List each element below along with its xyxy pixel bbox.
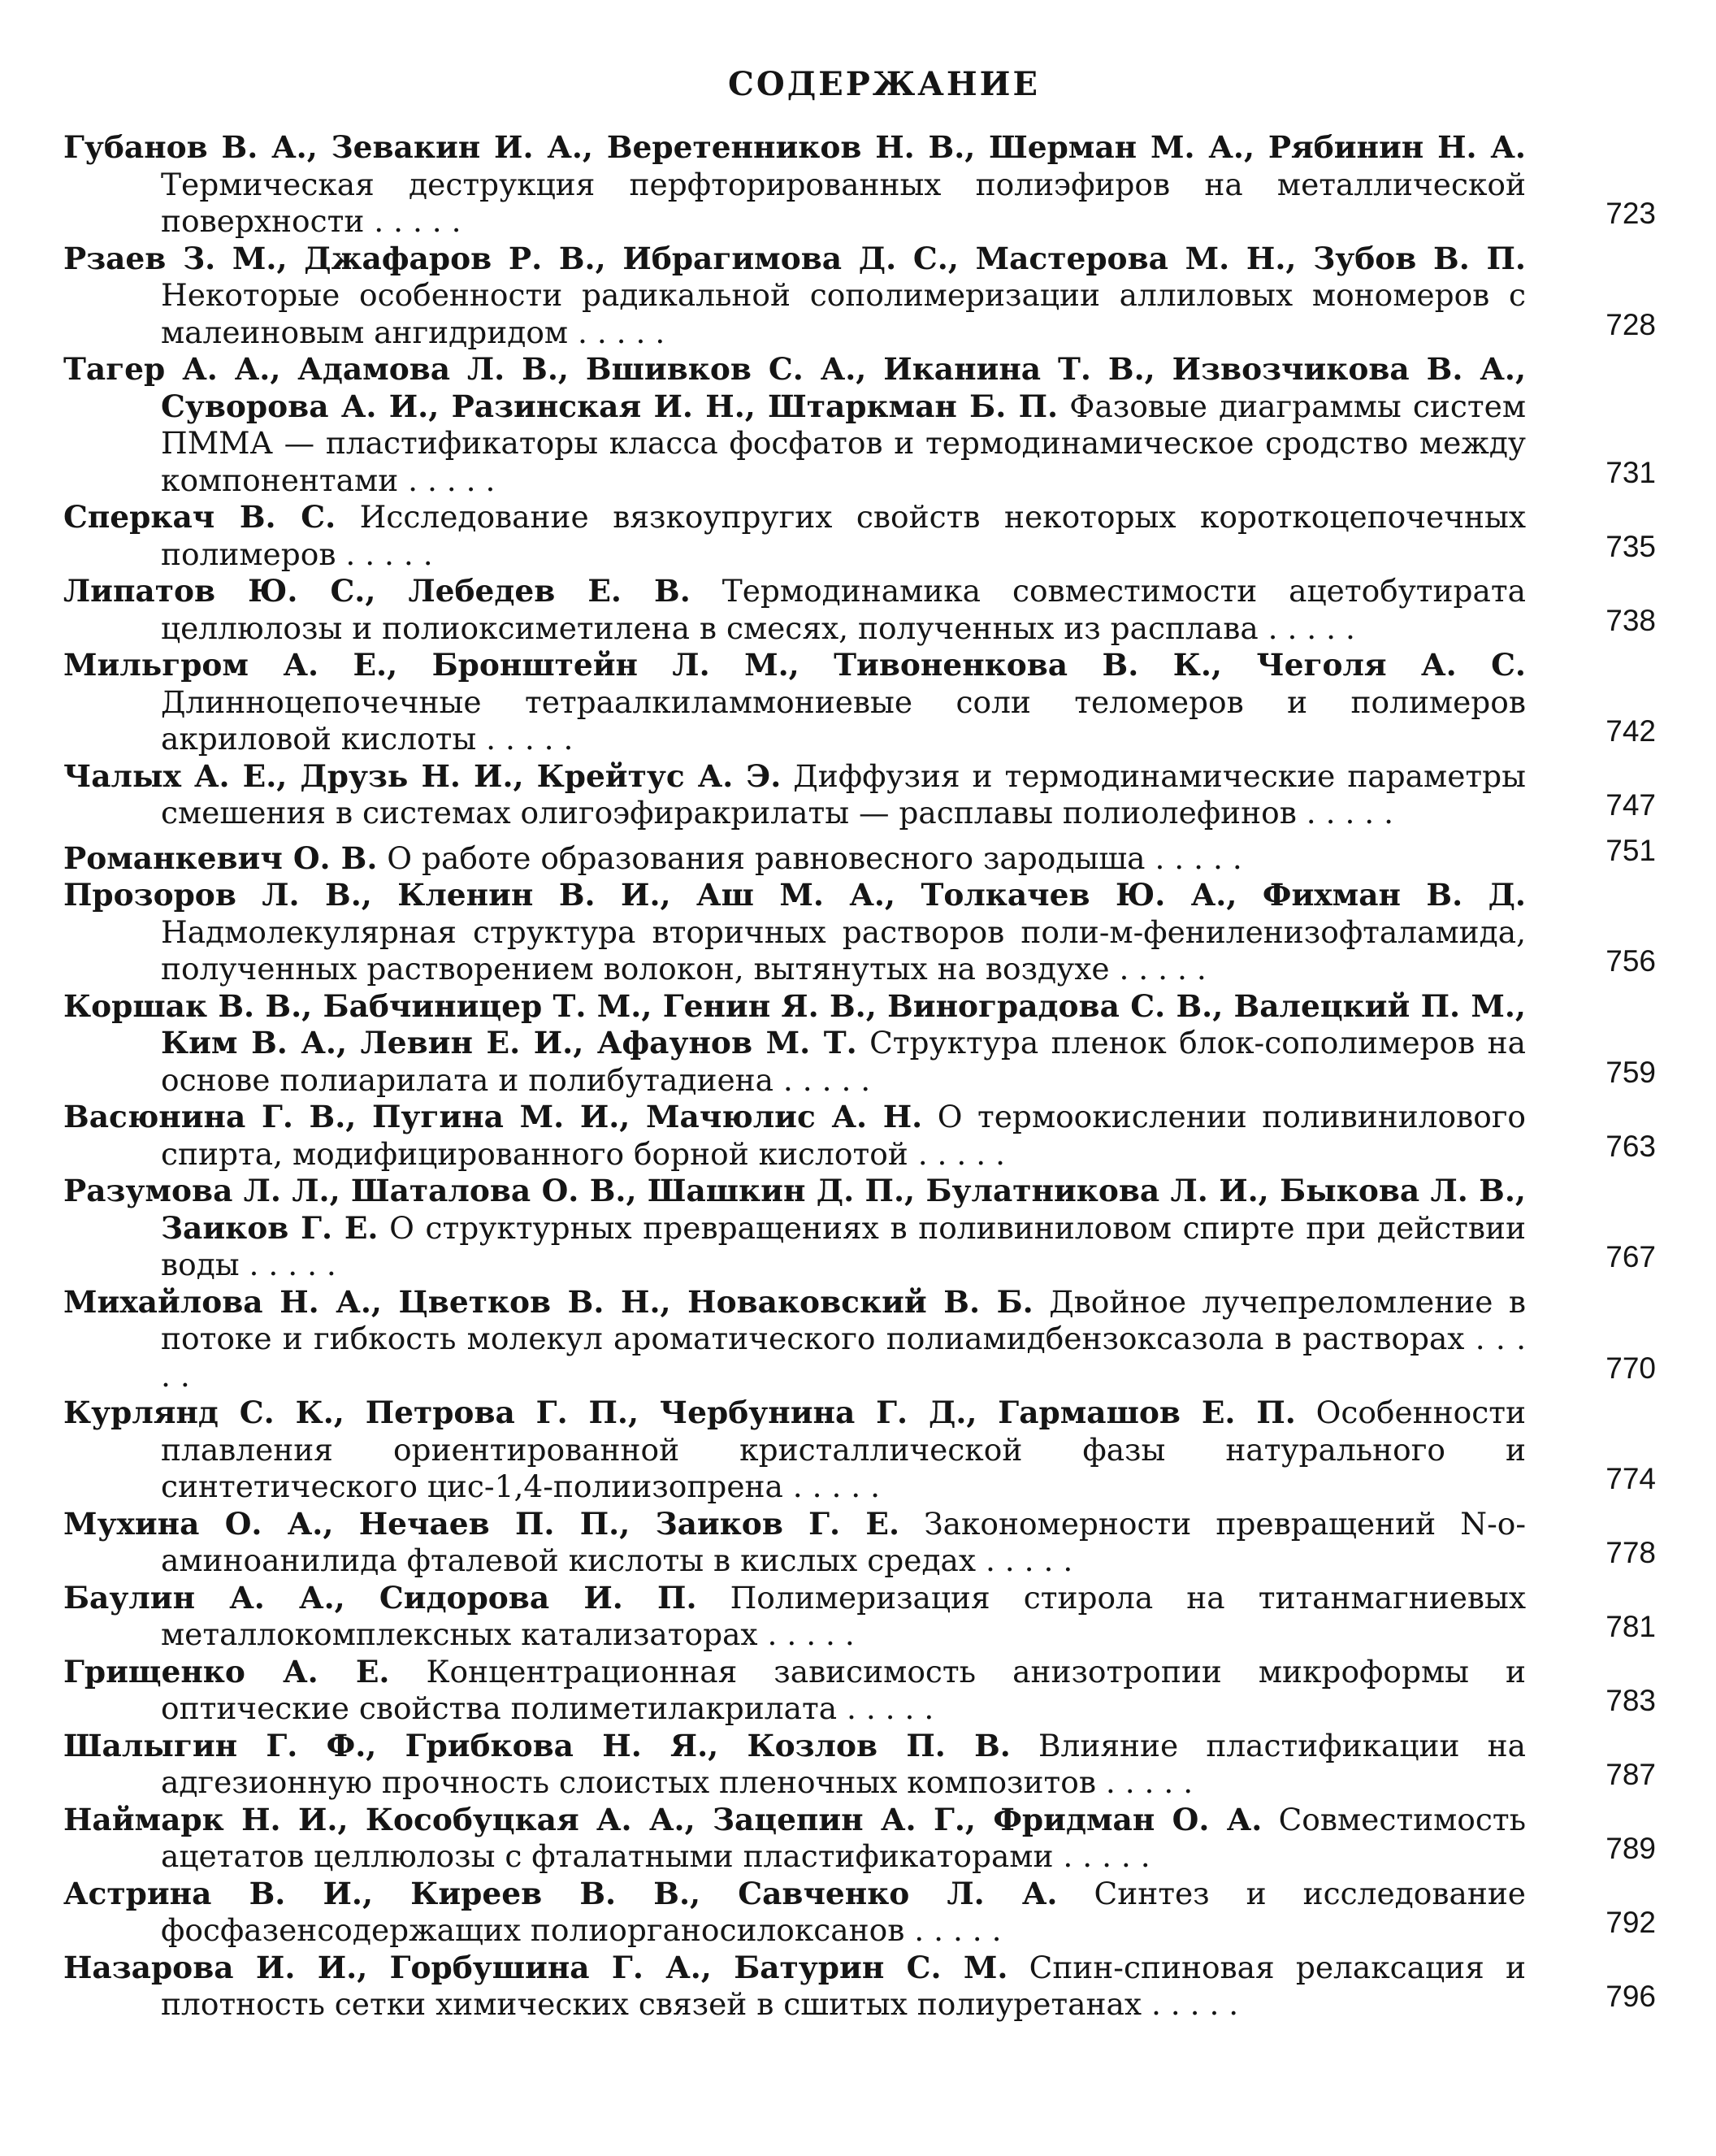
toc-entry-text — [63, 647, 1526, 758]
toc-entry-page: 735 — [1606, 529, 1656, 563]
toc-entry-authors: Мильгром А. Е., Бронштейн Л. М., Тивоненкова В. К., Чеголя А. С. — [63, 647, 1526, 683]
page-title: СОДЕРЖАНИЕ — [728, 65, 1040, 103]
toc-entry-authors: Коршак В. В., Бабчиницер Т. М., Генин Я. В., Виноградова С. В., Валецкий П. М., Ким В. А., Левин Е. И., Афаунов М. Т. — [63, 987, 1526, 1061]
toc-entry-title: Закономерности превращений N-o-аминоанилида фталевой кислоты в кислых средах — [161, 1505, 1526, 1578]
toc-entry-title: О термоокислении поливинилового спирта, модифицированного борной кислотой — [161, 1099, 1526, 1172]
toc-entry-text — [63, 1728, 1526, 1802]
toc-entry-text — [63, 877, 1526, 988]
toc-entry — [63, 1284, 1656, 1395]
leader-dots: . . . . . — [1105, 1764, 1194, 1800]
toc-entry-authors: Грищенко А. Е. — [63, 1653, 390, 1690]
toc-entry-title: Фазовые диаграммы систем ПММА — пластификаторы класса фосфатов и термодинамическое сродство между компонентами — [161, 388, 1527, 498]
toc-entry-title: Совместимость ацетатов целлюлозы с фталатными пластификаторами — [161, 1801, 1527, 1874]
leader-dots: . . . . . — [1063, 1838, 1150, 1874]
toc-entry-text — [63, 1950, 1526, 2024]
toc-entry-title: Термическая деструкция перфторированных полиэфиров на металлической поверхности — [161, 166, 1526, 239]
toc-entry-page: 778 — [1606, 1536, 1656, 1569]
toc-entry-title: Длинноцепочечные тетраалкиламмониевые соли теломеров и полимеров акриловой кислоты — [161, 683, 1526, 757]
toc-entry — [63, 1802, 1656, 1876]
leader-dots: . . . . . — [578, 314, 665, 350]
toc-entry-text — [63, 499, 1526, 573]
toc-entry — [63, 351, 1656, 499]
toc-entry-page: 731 — [1606, 455, 1656, 489]
toc-entry — [63, 832, 1656, 878]
toc-entry-title: О структурных превращениях в поливиниловом спирте при действии воды — [161, 1209, 1526, 1282]
toc-entry-text — [63, 129, 1526, 241]
toc-entry-title: Надмолекулярная структура вторичных растворов поли-м-фениленизофталамида, полученных растворением волокон, вытянутых на воздухе — [161, 913, 1526, 987]
toc-entry-text — [63, 758, 1526, 832]
toc-entry-text — [63, 1654, 1526, 1728]
toc-entry-text — [63, 241, 1526, 352]
toc-entry — [63, 758, 1656, 832]
toc-entry-text — [63, 1173, 1526, 1284]
toc-entry — [63, 1395, 1656, 1506]
leader-dots: . . . . . — [917, 1135, 1005, 1172]
toc-entry-title: Концентрационная зависимость анизотропии микроформы и оптические свойства полиметилакрилата — [161, 1653, 1526, 1726]
toc-entry — [63, 647, 1656, 758]
toc-entry-authors: Васюнина Г. В., Пугина М. И., Мачюлис А. Н. — [63, 1099, 923, 1134]
toc-entry-page: 723 — [1606, 197, 1656, 230]
toc-entry-page: 742 — [1606, 714, 1656, 748]
toc-entry-title: Исследование вязкоупругих свойств некоторых короткоцепочечных полимеров — [161, 499, 1526, 572]
toc-entry — [63, 988, 1656, 1100]
toc-entry — [63, 129, 1656, 241]
toc-entry — [63, 1950, 1656, 2024]
toc-entry-page: 770 — [1606, 1351, 1656, 1385]
toc-entry-page: 796 — [1606, 1980, 1656, 2013]
toc-entry-page: 789 — [1606, 1832, 1656, 1865]
toc-entry-title: Двойное лучепреломление в потоке и гибкость молекул ароматического полиамидбензоксазола в растворах — [161, 1283, 1526, 1356]
leader-dots: . . . . . — [486, 721, 574, 757]
toc-entry-text — [63, 573, 1526, 647]
toc-entry — [63, 1173, 1656, 1284]
toc-entry-text — [63, 840, 1526, 878]
toc-entry-authors: Чалых А. Е., Друзь Н. И., Крейтус А. Э. — [63, 757, 782, 794]
toc-entry-text — [63, 1395, 1526, 1506]
toc-entry-authors: Тагер А. А., Адамова Л. В., Вшивков С. А., Иканина Т. В., Извозчикова В. А., Суворова А. И., Разинская И. Н., Штаркман Б. П. — [63, 351, 1526, 424]
leader-dots: . . . . . — [792, 1468, 881, 1504]
leader-dots: . . . . . — [374, 203, 462, 239]
toc-entry-page: 756 — [1606, 944, 1656, 978]
toc-entry-title: О работе образования равновесного зародыша — [387, 839, 1146, 876]
table-of-contents — [63, 65, 1656, 2024]
leader-dots: . . . . . — [345, 536, 433, 572]
leader-dots: . . . . . — [161, 1321, 1526, 1394]
toc-entry-title: Структура пленок блок-сополимеров на основе полиарилата и полибутадиена — [161, 1025, 1526, 1098]
toc-entry-page: 787 — [1606, 1758, 1656, 1791]
toc-entry — [63, 877, 1656, 988]
toc-entry-authors: Прозоров Л. В., Кленин В. И., Аш М. А., Толкачев Ю. А., Фихман В. Д. — [63, 877, 1526, 913]
leader-dots: . . . . . — [1150, 1986, 1239, 2022]
leader-dots: . . . . . — [1268, 609, 1355, 646]
toc-entry-authors: Астрина В. И., Киреев В. В., Савченко Л. А. — [63, 1875, 1058, 1911]
toc-entry — [63, 573, 1656, 647]
leader-dots: . . . . . — [249, 1247, 336, 1282]
toc-entry-page: 759 — [1606, 1055, 1656, 1089]
toc-entry-title: Синтез и исследование фосфазенсодержащих полиорганосилоксанов — [161, 1875, 1526, 1948]
toc-entry-page: 751 — [1606, 833, 1656, 867]
toc-entries — [63, 129, 1656, 2024]
toc-entry-authors: Баулин А. А., Сидорова И. П. — [63, 1579, 697, 1616]
toc-entry — [63, 1654, 1656, 1728]
leader-dots: . . . . . — [985, 1542, 1073, 1578]
toc-entry-title: Некоторые особенности радикальной сополимеризации аллиловых мономеров с малеиновым ангидридом — [161, 277, 1526, 350]
toc-entry-page: 783 — [1606, 1684, 1656, 1717]
toc-entry-authors: Назарова И. И., Горбушина Г. А., Батурин С. М. — [63, 1949, 1008, 1985]
leader-dots: . . . . . — [782, 1061, 871, 1098]
toc-entry-page: 767 — [1606, 1240, 1656, 1273]
toc-entry — [63, 241, 1656, 352]
toc-entry-text — [63, 1099, 1526, 1173]
toc-entry-text — [63, 1284, 1526, 1395]
toc-entry-authors: Сперкач В. С. — [63, 499, 336, 535]
toc-entry-title: Полимеризация стирола на титанмагниевых металлокомплексных катализаторах — [161, 1579, 1526, 1652]
leader-dots: . . . . . — [1119, 951, 1207, 987]
toc-entry-page: 728 — [1606, 307, 1656, 341]
toc-entry-text — [63, 1580, 1526, 1654]
toc-entry-authors: Романкевич О. В. — [63, 839, 378, 876]
toc-entry-page: 781 — [1606, 1610, 1656, 1643]
toc-entry-authors: Липатов Ю. С., Лебедев Е. В. — [63, 573, 691, 609]
toc-entry-page: 792 — [1606, 1906, 1656, 1939]
toc-entry — [63, 1876, 1656, 1950]
toc-entry-text — [63, 1876, 1526, 1950]
toc-entry-authors: Шалыгин Г. Ф., Грибкова Н. Я., Козлов П. В. — [63, 1727, 1011, 1763]
toc-entry-page: 763 — [1606, 1129, 1656, 1163]
toc-entry-title: Диффузия и термодинамические параметры смешения в системах олигоэфиракрилаты — расплавы полиолефинов — [161, 757, 1526, 831]
toc-entry — [63, 1728, 1656, 1802]
toc-entry-text — [63, 1802, 1526, 1876]
toc-entry-authors: Мухина О. А., Нечаев П. П., Заиков Г. Е. — [63, 1505, 900, 1542]
toc-entry — [63, 1506, 1656, 1580]
toc-entry-authors: Губанов В. А., Зевакин И. А., Веретенников Н. В., Шерман М. А., Рябинин Н. А. — [63, 129, 1526, 165]
toc-entry-title: Термодинамика совместимости ацетобутирата целлюлозы и полиоксиметилена в смесях, полученных из расплава — [161, 573, 1526, 646]
toc-entry-title: Особенности плавления ориентированной кристаллической фазы натурального и синтетического цис-1,4-полиизопрена — [161, 1395, 1526, 1504]
leader-dots: . . . . . — [914, 1912, 1002, 1948]
toc-entry-page: 738 — [1606, 603, 1656, 637]
toc-entry-title: Спин-спиновая релаксация и плотность сетки химических связей в сшитых полиуретанах — [161, 1949, 1526, 2022]
toc-entry-authors: Михайлова Н. А., Цветков В. Н., Новаковский В. Б. — [63, 1283, 1034, 1320]
toc-entry-text — [63, 351, 1526, 499]
toc-entry-page: 774 — [1606, 1462, 1656, 1495]
toc-entry-authors: Разумова Л. Л., Шаталова О. В., Шашкин Д. П., Булатникова Л. И., Быкова Л. В., Заиков Г. Е. — [63, 1173, 1526, 1246]
toc-entry-text — [63, 1506, 1526, 1580]
leader-dots: . . . . . — [1306, 795, 1394, 831]
toc-entry-text — [63, 988, 1526, 1100]
toc-entry — [63, 499, 1656, 573]
toc-entry-authors: Наймарк Н. И., Кособуцкая А. А., Зацепин А. Г., Фридман О. А. — [63, 1801, 1263, 1837]
toc-entry — [63, 1099, 1656, 1173]
leader-dots: . . . . . — [1155, 839, 1242, 876]
toc-entry-authors: Рзаев З. М., Джафаров Р. В., Ибрагимова Д. С., Мастерова М. Н., Зубов В. П. — [63, 240, 1526, 276]
toc-entry — [63, 1580, 1656, 1654]
toc-entry-authors: Курлянд С. К., Петрова Г. П., Чербунина Г. Д., Гармашов Е. П. — [63, 1395, 1296, 1430]
leader-dots: . . . . . — [408, 462, 496, 498]
leader-dots: . . . . . — [767, 1616, 855, 1652]
toc-entry-title: Влияние пластификации на адгезионную прочность слоистых пленочных композитов — [161, 1727, 1527, 1800]
toc-entry-page: 747 — [1606, 788, 1656, 822]
leader-dots: . . . . . — [846, 1690, 934, 1726]
